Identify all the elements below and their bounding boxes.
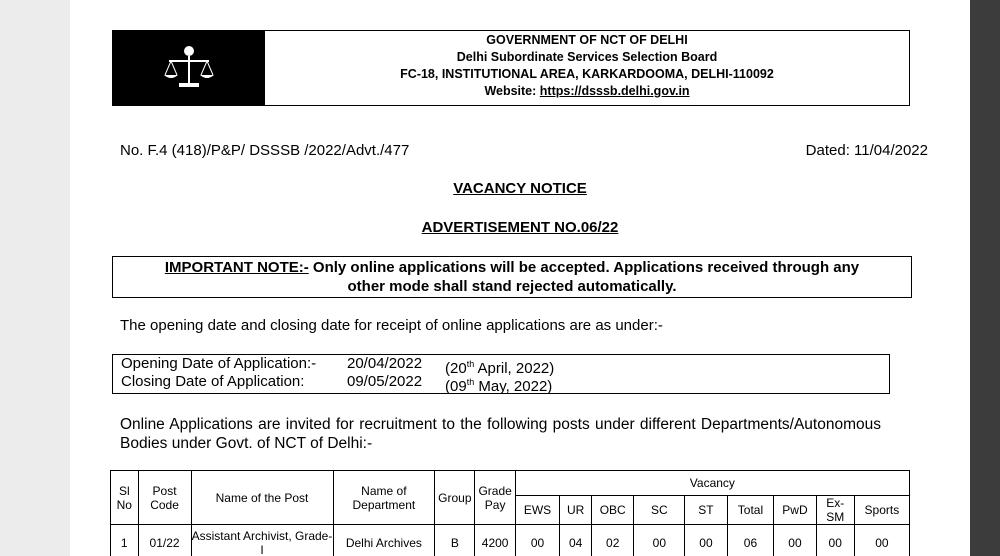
cell-grade-pay: 4200	[475, 525, 515, 556]
col-sl: Sl No	[111, 471, 139, 525]
intro-paragraph: The opening date and closing date for receipt of online applications are as under:-	[120, 317, 663, 334]
cell-department: Delhi Archives	[333, 525, 435, 556]
scales-of-justice-icon	[159, 43, 219, 93]
important-note-label: IMPORTANT NOTE:-	[164, 259, 309, 276]
website-line	[265, 83, 909, 100]
cell-vacancy: 00	[685, 525, 727, 556]
cell-post-name: Assistant Archivist, Grade-I	[191, 525, 333, 556]
cell-vacancy: 00	[515, 525, 560, 556]
opening-date-label: Opening Date of Application:-	[121, 355, 317, 372]
cell-vacancy: 00	[854, 525, 909, 556]
reference-date: Dated: 11/04/2022	[805, 142, 928, 159]
vacancy-table	[110, 470, 910, 556]
cell-group: B	[435, 525, 475, 556]
important-note	[112, 256, 912, 298]
dsssb-logo	[113, 31, 265, 105]
col-vacancy-sub: Ex- SM	[816, 496, 854, 525]
cell-vacancy: 02	[592, 525, 634, 556]
gov-name: GOVERNMENT OF NCT OF DELHI	[486, 33, 688, 47]
cell-vacancy: 06	[727, 525, 774, 556]
viewer-scrollbar-track[interactable]	[970, 0, 1000, 556]
col-post-name: Name of the Post	[191, 471, 333, 525]
closing-date-long-post: May, 2022)	[474, 378, 553, 395]
closing-date-long-sup: th	[466, 377, 475, 387]
col-vacancy-sub: EWS	[515, 496, 560, 525]
viewer-background-left	[0, 0, 70, 556]
col-vacancy-sub: ST	[685, 496, 727, 525]
cell-vacancy: 00	[634, 525, 685, 556]
opening-date-long-pre: (20	[445, 360, 467, 377]
closing-date-label: Closing Date of Application:	[121, 373, 305, 390]
col-group: Group	[435, 471, 475, 525]
board-address: FC-18, INSTITUTIONAL AREA, KARKARDOOMA, DELHI-110092	[400, 67, 774, 81]
col-post-code: Post Code	[138, 471, 191, 525]
cell-vacancy: 00	[774, 525, 816, 556]
col-vacancy-sub: SC	[634, 496, 685, 525]
col-vacancy-sub: UR	[560, 496, 592, 525]
closing-date-value: 09/05/2022	[347, 373, 423, 390]
board-name: Delhi Subordinate Services Selection Board	[456, 50, 718, 64]
cell-post-code: 01/22	[138, 525, 191, 556]
reference-row	[120, 142, 928, 159]
website-link[interactable]: https://dsssb.delhi.gov.in	[539, 84, 690, 98]
letterhead	[112, 30, 910, 106]
advertisement-title: ADVERTISEMENT NO.06/22	[421, 219, 619, 236]
col-vacancy-sub: Sports	[854, 496, 909, 525]
important-note-text-1: Only online applications will be accepted. Applications received through any	[308, 259, 860, 276]
reference-number: No. F.4 (418)/P&P/ DSSSB /2022/Advt./477	[120, 142, 410, 159]
cell-vacancy: 00	[816, 525, 854, 556]
closing-date-long	[445, 373, 552, 396]
col-vacancy-sub: OBC	[592, 496, 634, 525]
col-department: Name of Department	[333, 471, 435, 525]
col-vacancy-sub: Total	[727, 496, 774, 525]
table-row	[111, 525, 910, 556]
letterhead-text	[265, 32, 909, 100]
closing-date-row	[121, 373, 889, 395]
closing-date-long-pre: (09	[445, 378, 467, 395]
col-vacancy-sub: PwD	[774, 496, 816, 525]
cell-sl: 1	[111, 525, 139, 556]
cell-vacancy: 04	[560, 525, 592, 556]
invitation-paragraph: Online Applications are invited for recruitment to the following posts under different Departments/Autonomous Bodies under Govt. of NCT of Delhi:-	[120, 416, 881, 452]
important-note-line-1	[113, 258, 911, 277]
application-dates	[112, 354, 890, 394]
notice-title: VACANCY NOTICE	[453, 180, 587, 197]
opening-date-value: 20/04/2022	[347, 355, 423, 372]
col-grade-pay: Grade Pay	[475, 471, 515, 525]
opening-date-long-sup: th	[466, 359, 475, 369]
important-note-line-2: other mode shall stand rejected automatically.	[347, 278, 677, 295]
col-vacancy: Vacancy	[515, 471, 909, 496]
document-page	[70, 0, 970, 556]
opening-date-long-post: April, 2022)	[474, 360, 555, 377]
website-label: Website:	[484, 84, 540, 98]
opening-date-row	[121, 355, 889, 377]
